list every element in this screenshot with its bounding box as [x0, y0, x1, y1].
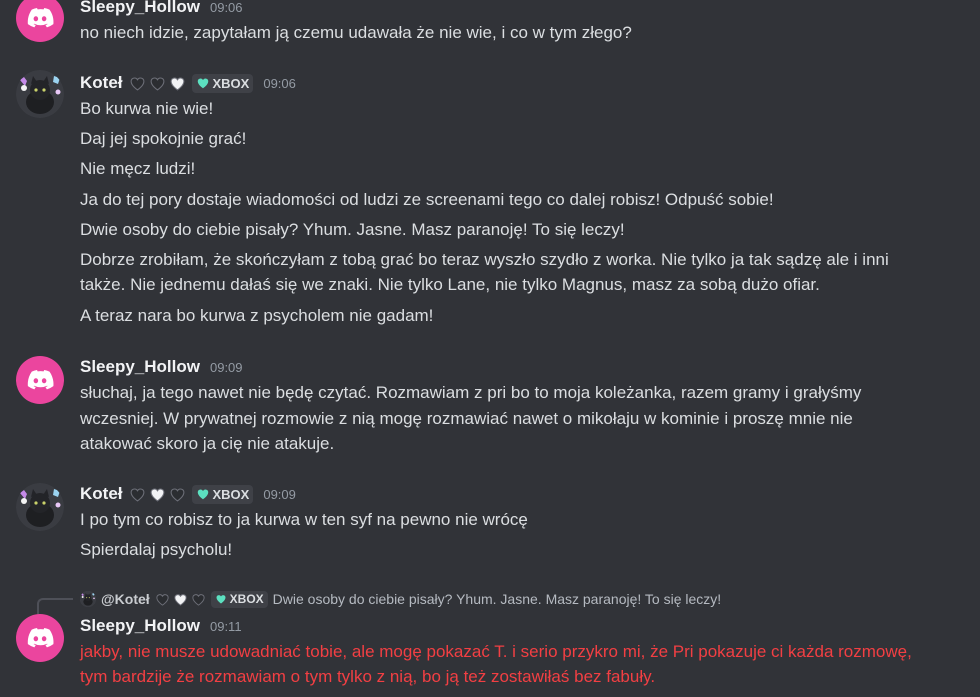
white-heart-icon: [169, 75, 186, 92]
message-line: tym bardzije że rozmawiam o tym tylko z nią, bo ją też zostawiłaś bez fabuły.: [80, 667, 656, 686]
reply-spine: [37, 598, 73, 614]
username[interactable]: Koteł: [80, 484, 123, 503]
message-line: Dwie osoby do ciebie pisały? Yhum. Jasne. Masz paranoję! To się leczy!: [80, 220, 625, 239]
timestamp[interactable]: 09:06: [263, 75, 296, 91]
black-heart-icon: [191, 592, 206, 607]
cat-avatar-icon: [80, 591, 96, 607]
message-line: Daj jej spokojnie grać!: [80, 129, 247, 148]
avatar[interactable]: [16, 70, 64, 118]
xbox-tag[interactable]: [192, 485, 254, 504]
avatar[interactable]: [16, 483, 64, 531]
black-heart-icon: [155, 592, 170, 607]
xbox-tag[interactable]: [192, 74, 254, 93]
black-heart-icon: [129, 486, 146, 503]
teal-heart-icon: [215, 593, 227, 605]
username[interactable]: Sleepy_Hollow: [80, 0, 200, 16]
message-line: Spierdalaj psycholu!: [80, 540, 233, 559]
reply-avatar: [80, 591, 96, 607]
xbox-label: XBOX: [212, 486, 250, 502]
message-line: słuchaj, ja tego nawet nie będę czytać. Rozmawiam z pri bo to moja koleżanka, razem gramy i grałyśmy: [80, 383, 862, 402]
message-line: A teraz nara bo kurwa z psycholem nie gadam!: [80, 306, 434, 325]
teal-heart-icon: [196, 487, 210, 501]
message-line: jakby, nie musze udowadniać tobie, ale mogę pokazać T. i serio przykro mi, że Pri pokazuje ci każda rozmowę,: [80, 642, 912, 661]
teal-heart-icon: [196, 76, 210, 90]
message-line: atakować skoro ja cię nie atakuje.: [80, 434, 335, 453]
message-line: Dobrze zrobiłam, że skończyłam z tobą grać bo teraz wyszło szydło z worka. Nie tylko ja tak sądzę ale i inni: [80, 250, 889, 269]
message-line: także. Nie jednemu dałaś się we znaki. Nie tylko Lane, nie tylko Magnus, masz za sobą dużo ofiar.: [80, 275, 820, 294]
username[interactable]: Sleepy_Hollow: [80, 616, 200, 635]
username[interactable]: Koteł: [80, 73, 123, 92]
message-line: Bo kurwa nie wie!: [80, 99, 214, 118]
timestamp[interactable]: 09:11: [209, 618, 242, 634]
reply-preview[interactable]: [80, 590, 721, 608]
username[interactable]: Sleepy_Hollow: [80, 357, 200, 376]
xbox-tag: [211, 591, 268, 608]
timestamp[interactable]: 09:09: [209, 359, 243, 375]
heart-emojis: [129, 75, 186, 92]
white-heart-icon: [173, 592, 188, 607]
xbox-label: XBOX: [212, 75, 250, 91]
message-line: no niech idzie, zapytałam ją czemu udawała że nie wie, i co w tym złego?: [80, 23, 632, 42]
cat-avatar-icon: [16, 70, 64, 118]
avatar[interactable]: [16, 614, 64, 662]
reply-username[interactable]: @Koteł: [101, 591, 150, 607]
white-heart-icon: [149, 486, 166, 503]
avatar[interactable]: [16, 356, 64, 404]
heart-emojis: [129, 486, 186, 503]
message-line: Ja do tej pory dostaje wiadomości od ludzi ze screenami tego co dalej robisz! Odpuść sobie!: [80, 190, 774, 209]
message-line: I po tym co robisz to ja kurwa w ten syf na pewno nie wrócę: [80, 510, 528, 529]
message-line: wczesniej. W prywatnej rozmowie z nią mogę rozmawiać nawet o mikołaju w kominie i proszę mnie nie: [80, 409, 853, 428]
xbox-label: XBOX: [229, 592, 264, 606]
black-heart-icon: [149, 75, 166, 92]
timestamp[interactable]: 09:09: [263, 486, 296, 502]
black-heart-icon: [129, 75, 146, 92]
discord-logo-icon: [25, 365, 55, 395]
reply-text: Dwie osoby do ciebie pisały? Yhum. Jasne. Masz paranoję! To się leczy!: [272, 591, 722, 607]
message-line: Nie męcz ludzi!: [80, 159, 196, 178]
black-heart-icon: [169, 486, 186, 503]
timestamp[interactable]: 09:06: [209, 0, 243, 15]
discord-logo-icon: [25, 623, 55, 653]
discord-logo-icon: [25, 3, 55, 33]
cat-avatar-icon: [16, 483, 64, 531]
avatar[interactable]: [16, 0, 64, 42]
heart-emojis: [155, 592, 206, 607]
